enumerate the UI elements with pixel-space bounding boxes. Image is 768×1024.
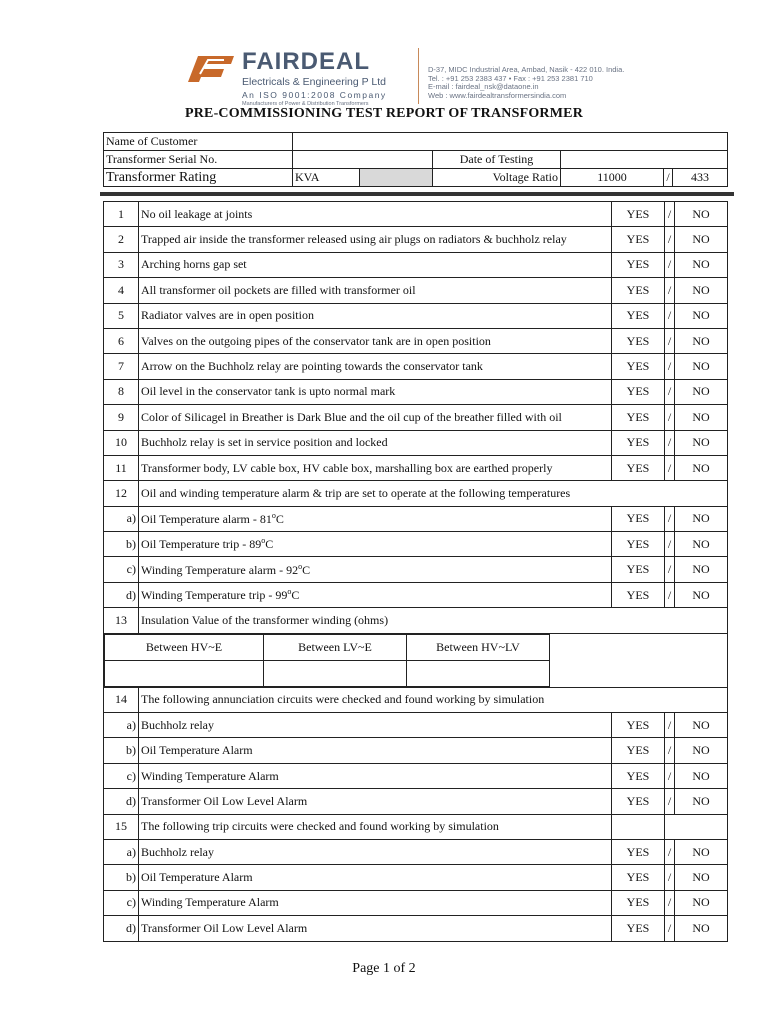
sub-item-label: Transformer Oil Low Level Alarm <box>141 920 308 935</box>
item-number: 1 <box>104 202 139 227</box>
answer-separator: / <box>665 789 675 814</box>
answer-separator: / <box>665 738 675 763</box>
answer-separator: / <box>665 303 675 328</box>
sub-item-label: Oil Temperature trip - 89 <box>141 537 262 552</box>
check-text: Radiator valves are in open position <box>139 303 612 328</box>
sub-item-row <box>104 582 728 607</box>
answer-separator: / <box>665 430 675 455</box>
no-option[interactable]: NO <box>675 379 728 404</box>
answer-separator: / <box>665 506 675 531</box>
sub-item-label: Buchholz relay <box>141 717 214 732</box>
sub-item-text <box>139 506 612 531</box>
sub-item-text <box>139 789 612 814</box>
section-title: Oil and winding temperature alarm & trip are set to operate at the following temperatures <box>139 481 728 506</box>
voltage-separator: / <box>664 169 673 187</box>
temperature-unit: C <box>291 588 300 603</box>
no-option[interactable]: NO <box>675 455 728 480</box>
sub-item-letter: c) <box>104 557 139 582</box>
answer-separator: / <box>665 202 675 227</box>
company-logo <box>184 46 414 106</box>
section-header-row <box>104 608 728 633</box>
company-address <box>428 66 624 100</box>
check-row <box>104 252 728 277</box>
no-option[interactable]: NO <box>675 354 728 379</box>
sub-item-label: Oil Temperature Alarm <box>141 743 253 758</box>
check-text: No oil leakage at joints <box>139 202 612 227</box>
temperature-unit: C <box>302 562 311 577</box>
yes-option[interactable]: YES <box>612 532 665 557</box>
item-number: 8 <box>104 379 139 404</box>
sub-item-text <box>139 865 612 890</box>
check-row <box>104 354 728 379</box>
customer-field[interactable] <box>293 133 728 151</box>
no-option[interactable]: NO <box>675 405 728 430</box>
section-title: Insulation Value of the transformer winding (ohms) <box>139 608 728 633</box>
sub-item-letter: d) <box>104 916 139 941</box>
yes-option[interactable]: YES <box>612 506 665 531</box>
sub-item-text <box>139 890 612 915</box>
section-title: The following trip circuits were checked and found working by simulation <box>139 814 612 839</box>
sub-item-letter: c) <box>104 890 139 915</box>
sub-item-row <box>104 839 728 864</box>
item-number: 4 <box>104 278 139 303</box>
sub-item-row <box>104 713 728 738</box>
sub-item-row <box>104 916 728 941</box>
item-number: 7 <box>104 354 139 379</box>
blank-cell <box>612 814 665 839</box>
sub-item-text <box>139 557 612 582</box>
sub-item-text <box>139 738 612 763</box>
company-tagline: Manufacturers of Power & Distribution Transformers <box>242 101 369 107</box>
check-text: Buchholz relay is set in service position and locked <box>139 430 612 455</box>
item-number: 5 <box>104 303 139 328</box>
answer-separator: / <box>665 865 675 890</box>
check-text: Valves on the outgoing pipes of the conservator tank are in open position <box>139 328 612 353</box>
no-option[interactable]: NO <box>675 532 728 557</box>
kva-label: KVA <box>293 169 360 187</box>
no-option[interactable]: NO <box>675 303 728 328</box>
degree-symbol: o <box>298 561 303 571</box>
section-header-row <box>104 814 728 839</box>
sub-item-text <box>139 839 612 864</box>
insulation-table <box>104 634 727 687</box>
blank-cell <box>665 814 728 839</box>
customer-label: Name of Customer <box>104 133 293 151</box>
sub-item-label: Oil Temperature alarm - 81 <box>141 511 272 526</box>
no-option[interactable]: NO <box>675 328 728 353</box>
answer-separator: / <box>665 328 675 353</box>
sub-item-label: Oil Temperature Alarm <box>141 870 253 885</box>
answer-separator: / <box>665 763 675 788</box>
sub-item-text <box>139 582 612 607</box>
degree-symbol: o <box>287 587 292 597</box>
sub-item-text <box>139 532 612 557</box>
no-option[interactable]: NO <box>675 557 728 582</box>
yes-option[interactable]: YES <box>612 738 665 763</box>
check-row <box>104 405 728 430</box>
yes-option[interactable]: YES <box>612 430 665 455</box>
yes-option[interactable]: YES <box>612 328 665 353</box>
check-row <box>104 278 728 303</box>
company-name: FAIRDEAL <box>242 48 370 75</box>
yes-option[interactable]: YES <box>612 865 665 890</box>
header-divider <box>418 48 419 104</box>
no-option[interactable]: NO <box>675 202 728 227</box>
answer-separator: / <box>665 916 675 941</box>
temperature-unit: C <box>275 511 284 526</box>
insulation-value-hv-lv[interactable] <box>407 660 550 686</box>
yes-option[interactable]: YES <box>612 303 665 328</box>
item-number: 13 <box>104 608 139 633</box>
no-option[interactable]: NO <box>675 430 728 455</box>
voltage-lv: 433 <box>673 169 728 187</box>
sub-item-label: Winding Temperature Alarm <box>141 895 279 910</box>
transformer-info-table <box>103 132 728 187</box>
sub-item-letter: a) <box>104 839 139 864</box>
item-number: 3 <box>104 252 139 277</box>
item-number: 15 <box>104 814 139 839</box>
sub-item-label: Transformer Oil Low Level Alarm <box>141 793 308 808</box>
yes-option[interactable]: YES <box>612 839 665 864</box>
answer-separator: / <box>665 455 675 480</box>
blank-cell <box>550 634 728 686</box>
no-option[interactable]: NO <box>675 582 728 607</box>
yes-option[interactable]: YES <box>612 227 665 252</box>
section-header-row <box>104 687 728 712</box>
no-option[interactable]: NO <box>675 890 728 915</box>
yes-option[interactable]: YES <box>612 890 665 915</box>
sub-item-text <box>139 916 612 941</box>
yes-option[interactable]: YES <box>612 789 665 814</box>
item-number: 14 <box>104 687 139 712</box>
no-option[interactable]: NO <box>675 789 728 814</box>
check-text: All transformer oil pockets are filled with transformer oil <box>139 278 612 303</box>
date-field[interactable] <box>561 151 728 169</box>
sub-item-label: Buchholz relay <box>141 844 214 859</box>
answer-separator: / <box>665 839 675 864</box>
insulation-header: Between HV~E <box>105 634 264 660</box>
serial-label: Transformer Serial No. <box>104 151 293 169</box>
yes-option[interactable]: YES <box>612 405 665 430</box>
insulation-container <box>104 633 728 687</box>
yes-option[interactable]: YES <box>612 763 665 788</box>
degree-symbol: o <box>271 510 276 520</box>
sub-item-letter: b) <box>104 865 139 890</box>
sub-item-row <box>104 789 728 814</box>
answer-separator: / <box>665 252 675 277</box>
no-option[interactable]: NO <box>675 763 728 788</box>
no-option[interactable]: NO <box>675 713 728 738</box>
temperature-unit: C <box>265 537 274 552</box>
sub-item-letter: d) <box>104 789 139 814</box>
sub-item-row <box>104 506 728 531</box>
answer-separator: / <box>665 713 675 738</box>
yes-option[interactable]: YES <box>612 713 665 738</box>
sub-item-label: Winding Temperature Alarm <box>141 768 279 783</box>
no-option[interactable]: NO <box>675 916 728 941</box>
check-text: Transformer body, LV cable box, HV cable box, marshalling box are earthed properly <box>139 455 612 480</box>
sub-item-label: Winding Temperature trip - 99 <box>141 588 288 603</box>
sub-item-label: Winding Temperature alarm - 92 <box>141 562 299 577</box>
sub-item-letter: b) <box>104 738 139 763</box>
item-number: 10 <box>104 430 139 455</box>
degree-symbol: o <box>261 536 266 546</box>
sub-item-text <box>139 713 612 738</box>
page-number: Page 1 of 2 <box>352 961 416 976</box>
check-text: Oil level in the conservator tank is upto normal mark <box>139 379 612 404</box>
yes-option[interactable]: YES <box>612 278 665 303</box>
check-text: Arrow on the Buchholz relay are pointing towards the conservator tank <box>139 354 612 379</box>
sub-item-letter: b) <box>104 532 139 557</box>
no-option[interactable]: NO <box>675 227 728 252</box>
check-row <box>104 202 728 227</box>
answer-separator: / <box>665 532 675 557</box>
report-title: PRE-COMMISSIONING TEST REPORT OF TRANSFORMER <box>184 106 584 121</box>
insulation-value-lv-e[interactable] <box>264 660 407 686</box>
check-row <box>104 303 728 328</box>
insulation-header: Between HV~LV <box>407 634 550 660</box>
address-line: E-mail : fairdeal_nsk@dataone.in <box>428 82 539 92</box>
kva-field[interactable] <box>360 169 433 187</box>
insulation-row <box>104 633 728 687</box>
no-option[interactable]: NO <box>675 865 728 890</box>
check-row <box>104 430 728 455</box>
company-iso: An ISO 9001:2008 Company <box>242 90 387 100</box>
section-title: The following annunciation circuits were checked and found working by simulation <box>139 687 728 712</box>
no-option[interactable]: NO <box>675 278 728 303</box>
no-option[interactable]: NO <box>675 506 728 531</box>
answer-separator: / <box>665 890 675 915</box>
date-label: Date of Testing <box>433 151 561 169</box>
check-row <box>104 328 728 353</box>
section-divider <box>100 192 734 196</box>
sub-item-row <box>104 557 728 582</box>
sub-item-letter: c) <box>104 763 139 788</box>
check-row <box>104 379 728 404</box>
check-text: Color of Silicagel in Breather is Dark Blue and the oil cup of the breather filled with oil <box>139 405 612 430</box>
item-number: 9 <box>104 405 139 430</box>
address-line: D-37, MIDC Industrial Area, Ambad, Nasik - 422 010. India. <box>428 65 625 74</box>
sub-item-letter: a) <box>104 506 139 531</box>
yes-option[interactable]: YES <box>612 582 665 607</box>
sub-item-row <box>104 865 728 890</box>
check-text: Arching horns gap set <box>139 252 612 277</box>
insulation-header: Between LV~E <box>264 634 407 660</box>
sub-item-row <box>104 763 728 788</box>
section-header-row <box>104 481 728 506</box>
answer-separator: / <box>665 557 675 582</box>
no-option[interactable]: NO <box>675 252 728 277</box>
yes-option[interactable]: YES <box>612 354 665 379</box>
no-option[interactable]: NO <box>675 738 728 763</box>
yes-option[interactable]: YES <box>612 202 665 227</box>
fairdeal-logo-icon <box>184 52 236 86</box>
sub-item-row <box>104 532 728 557</box>
sub-item-row <box>104 890 728 915</box>
item-number: 2 <box>104 227 139 252</box>
address-line: Tel. : +91 253 2383 437 • Fax : +91 253 2381 710 <box>428 73 593 83</box>
sub-item-text <box>139 763 612 788</box>
answer-separator: / <box>665 354 675 379</box>
yes-option[interactable]: YES <box>612 455 665 480</box>
item-number: 11 <box>104 455 139 480</box>
sub-item-letter: d) <box>104 582 139 607</box>
check-row <box>104 227 728 252</box>
serial-field[interactable] <box>293 151 433 169</box>
answer-separator: / <box>665 278 675 303</box>
answer-separator: / <box>665 227 675 252</box>
checklist-table <box>103 201 728 942</box>
sub-item-row <box>104 738 728 763</box>
voltage-hv: 11000 <box>561 169 664 187</box>
no-option[interactable]: NO <box>675 839 728 864</box>
yes-option[interactable]: YES <box>612 379 665 404</box>
item-number: 6 <box>104 328 139 353</box>
item-number: 12 <box>104 481 139 506</box>
answer-separator: / <box>665 379 675 404</box>
answer-separator: / <box>665 405 675 430</box>
address-line: Web : www.fairdealtransformersindia.com <box>428 90 567 100</box>
answer-separator: / <box>665 582 675 607</box>
sub-item-letter: a) <box>104 713 139 738</box>
yes-option[interactable]: YES <box>612 252 665 277</box>
check-text: Trapped air inside the transformer released using air plugs on radiators & buchholz relay <box>139 227 612 252</box>
rating-label: Transformer Rating <box>104 169 293 187</box>
check-row <box>104 455 728 480</box>
voltage-label: Voltage Ratio <box>433 169 561 187</box>
yes-option[interactable]: YES <box>612 916 665 941</box>
company-subtitle: Electricals & Engineering P Ltd <box>242 76 386 88</box>
insulation-value-hv-e[interactable] <box>105 660 264 686</box>
yes-option[interactable]: YES <box>612 557 665 582</box>
